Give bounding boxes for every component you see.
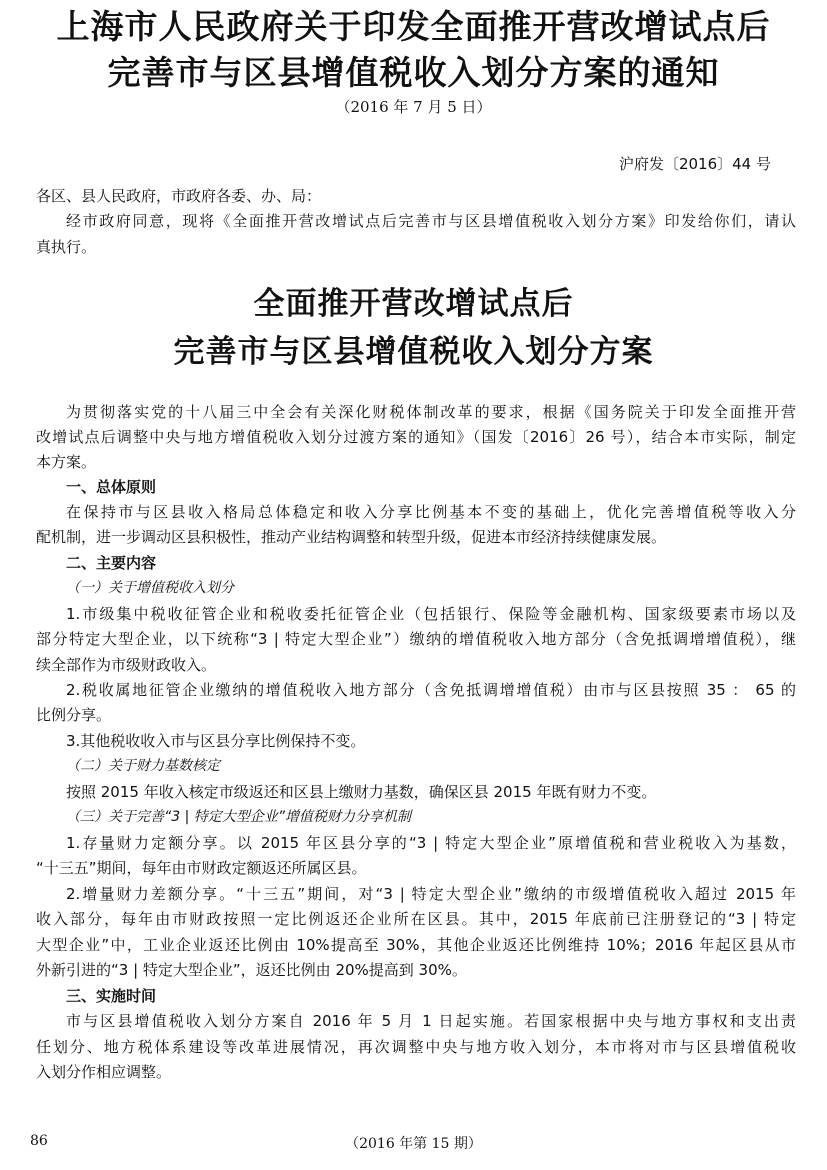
- issue-date: （2016 年 7 月 5 日）: [335, 98, 492, 116]
- notice-title-line-2: 完善市与区县增值税收入划分方案的通知: [107, 53, 720, 92]
- paragraph-line: 2.税收属地征管企业缴纳的增值税收入地方部分（含免抵调增增值税）由市与区县按照 35 ： 65 的: [66, 681, 796, 699]
- recipients: 各区、县人民政府，市政府各委、办、局：: [36, 187, 322, 205]
- subsection-heading-2: （二）关于财力基数核定: [66, 758, 220, 774]
- paragraph-line: 续全部作为市级财政收入。: [36, 656, 217, 674]
- paragraph-line: 收入部分，每年由市财政按照一定比例返还企业所在区县。其中，2015 年底前已注册登记的“3 | 特定: [36, 910, 796, 928]
- subsection-heading-1: （一）关于增值税收入划分: [66, 580, 234, 596]
- intro-paragraph-line: 改增试点后调整中央与地方增值税收入划分过渡方案的通知》（国发〔2016〕26 号），结合本市实际，制定: [36, 428, 796, 446]
- plan-title-line-2: 完善市与区县增值税收入划分方案: [173, 334, 654, 370]
- paragraph-line: 按照 2015 年收入核定市级返还和区县上缴财力基数，确保区县 2015 年既有财力不变。: [66, 783, 657, 801]
- paragraph-line: 1.市级集中税收征管企业和税收委托征管企业（包括银行、保险等金融机构、国家级要素市场以及: [66, 605, 796, 623]
- paragraph-line: 大型企业”中，工业企业返还比例由 10%提高至 30%，其他企业返还比例维持 10%；2016 年起区县从市: [36, 936, 796, 954]
- intro-paragraph-line: 本方案。: [36, 453, 97, 471]
- paragraph-line: 3.其他税收收入市与区县分享比例保持不变。: [66, 732, 366, 750]
- document-number: 沪府发〔2016〕44 号: [618, 155, 771, 173]
- notice-body-line: 经市政府同意，现将《全面推开营改增试点后完善市与区县增值税收入划分方案》印发给你们，请认: [66, 212, 796, 230]
- paragraph-line: 任划分、地方税体系建设等改革进展情况，再次调整中央与地方收入划分，本市将对市与区县增值税收: [36, 1038, 796, 1056]
- notice-title-line-1: 上海市人民政府关于印发全面推开营改增试点后: [56, 7, 771, 46]
- paragraph-line: 市与区县增值税收入划分方案自 2016 年 5 月 1 日起实施。若国家根据中央与地方事权和支出责: [66, 1012, 796, 1030]
- section-heading-1: 一、总体原则: [66, 478, 157, 496]
- paragraph-line: 配机制，进一步调动区县积极性，推动产业结构调整和转型升级，促进本市经济持续健康发展。: [36, 528, 667, 546]
- paragraph-line: 部分特定大型企业，以下统称“3 | 特定大型企业”）缴纳的增值税收入地方部分（含免抵调增增值税），继: [36, 630, 796, 648]
- paragraph-line: 2.增量财力差额分享。“十三五”期间，对“3 | 特定大型企业”缴纳的市级增值税收入超过 2015 年: [66, 885, 796, 903]
- subsection-heading-3: （三）关于完善“3 | 特定大型企业”增值税财力分享机制: [66, 809, 412, 825]
- intro-paragraph-line: 为贯彻落实党的十八届三中全会有关深化财税体制改革的要求，根据《国务院关于印发全面推开营: [66, 403, 796, 421]
- paragraph-line: 在保持市与区县收入格局总体稳定和收入分享比例基本不变的基础上，优化完善增值税等收入分: [66, 503, 796, 521]
- section-heading-3: 三、实施时间: [66, 987, 157, 1005]
- paragraph-line: 外新引进的“3 | 特定大型企业”，返还比例由 20%提高到 30%。: [36, 961, 467, 979]
- paragraph-line: “十三五”期间，每年由市财政定额返还所属区县。: [36, 859, 367, 877]
- page-number: 86: [30, 1133, 48, 1149]
- section-heading-2: 二、主要内容: [66, 554, 157, 572]
- issue-label: （2016 年第 15 期）: [345, 1136, 482, 1152]
- paragraph-line: 入划分作相应调整。: [36, 1063, 172, 1081]
- paragraph-line: 1.存量财力定额分享。以 2015 年区县分享的“3 | 特定大型企业”原增值税和营业税收入为基数，: [66, 834, 796, 852]
- notice-body-line: 真执行。: [36, 238, 97, 256]
- paragraph-line: 比例分享。: [36, 706, 112, 724]
- plan-title-line-1: 全面推开营改增试点后: [253, 286, 574, 322]
